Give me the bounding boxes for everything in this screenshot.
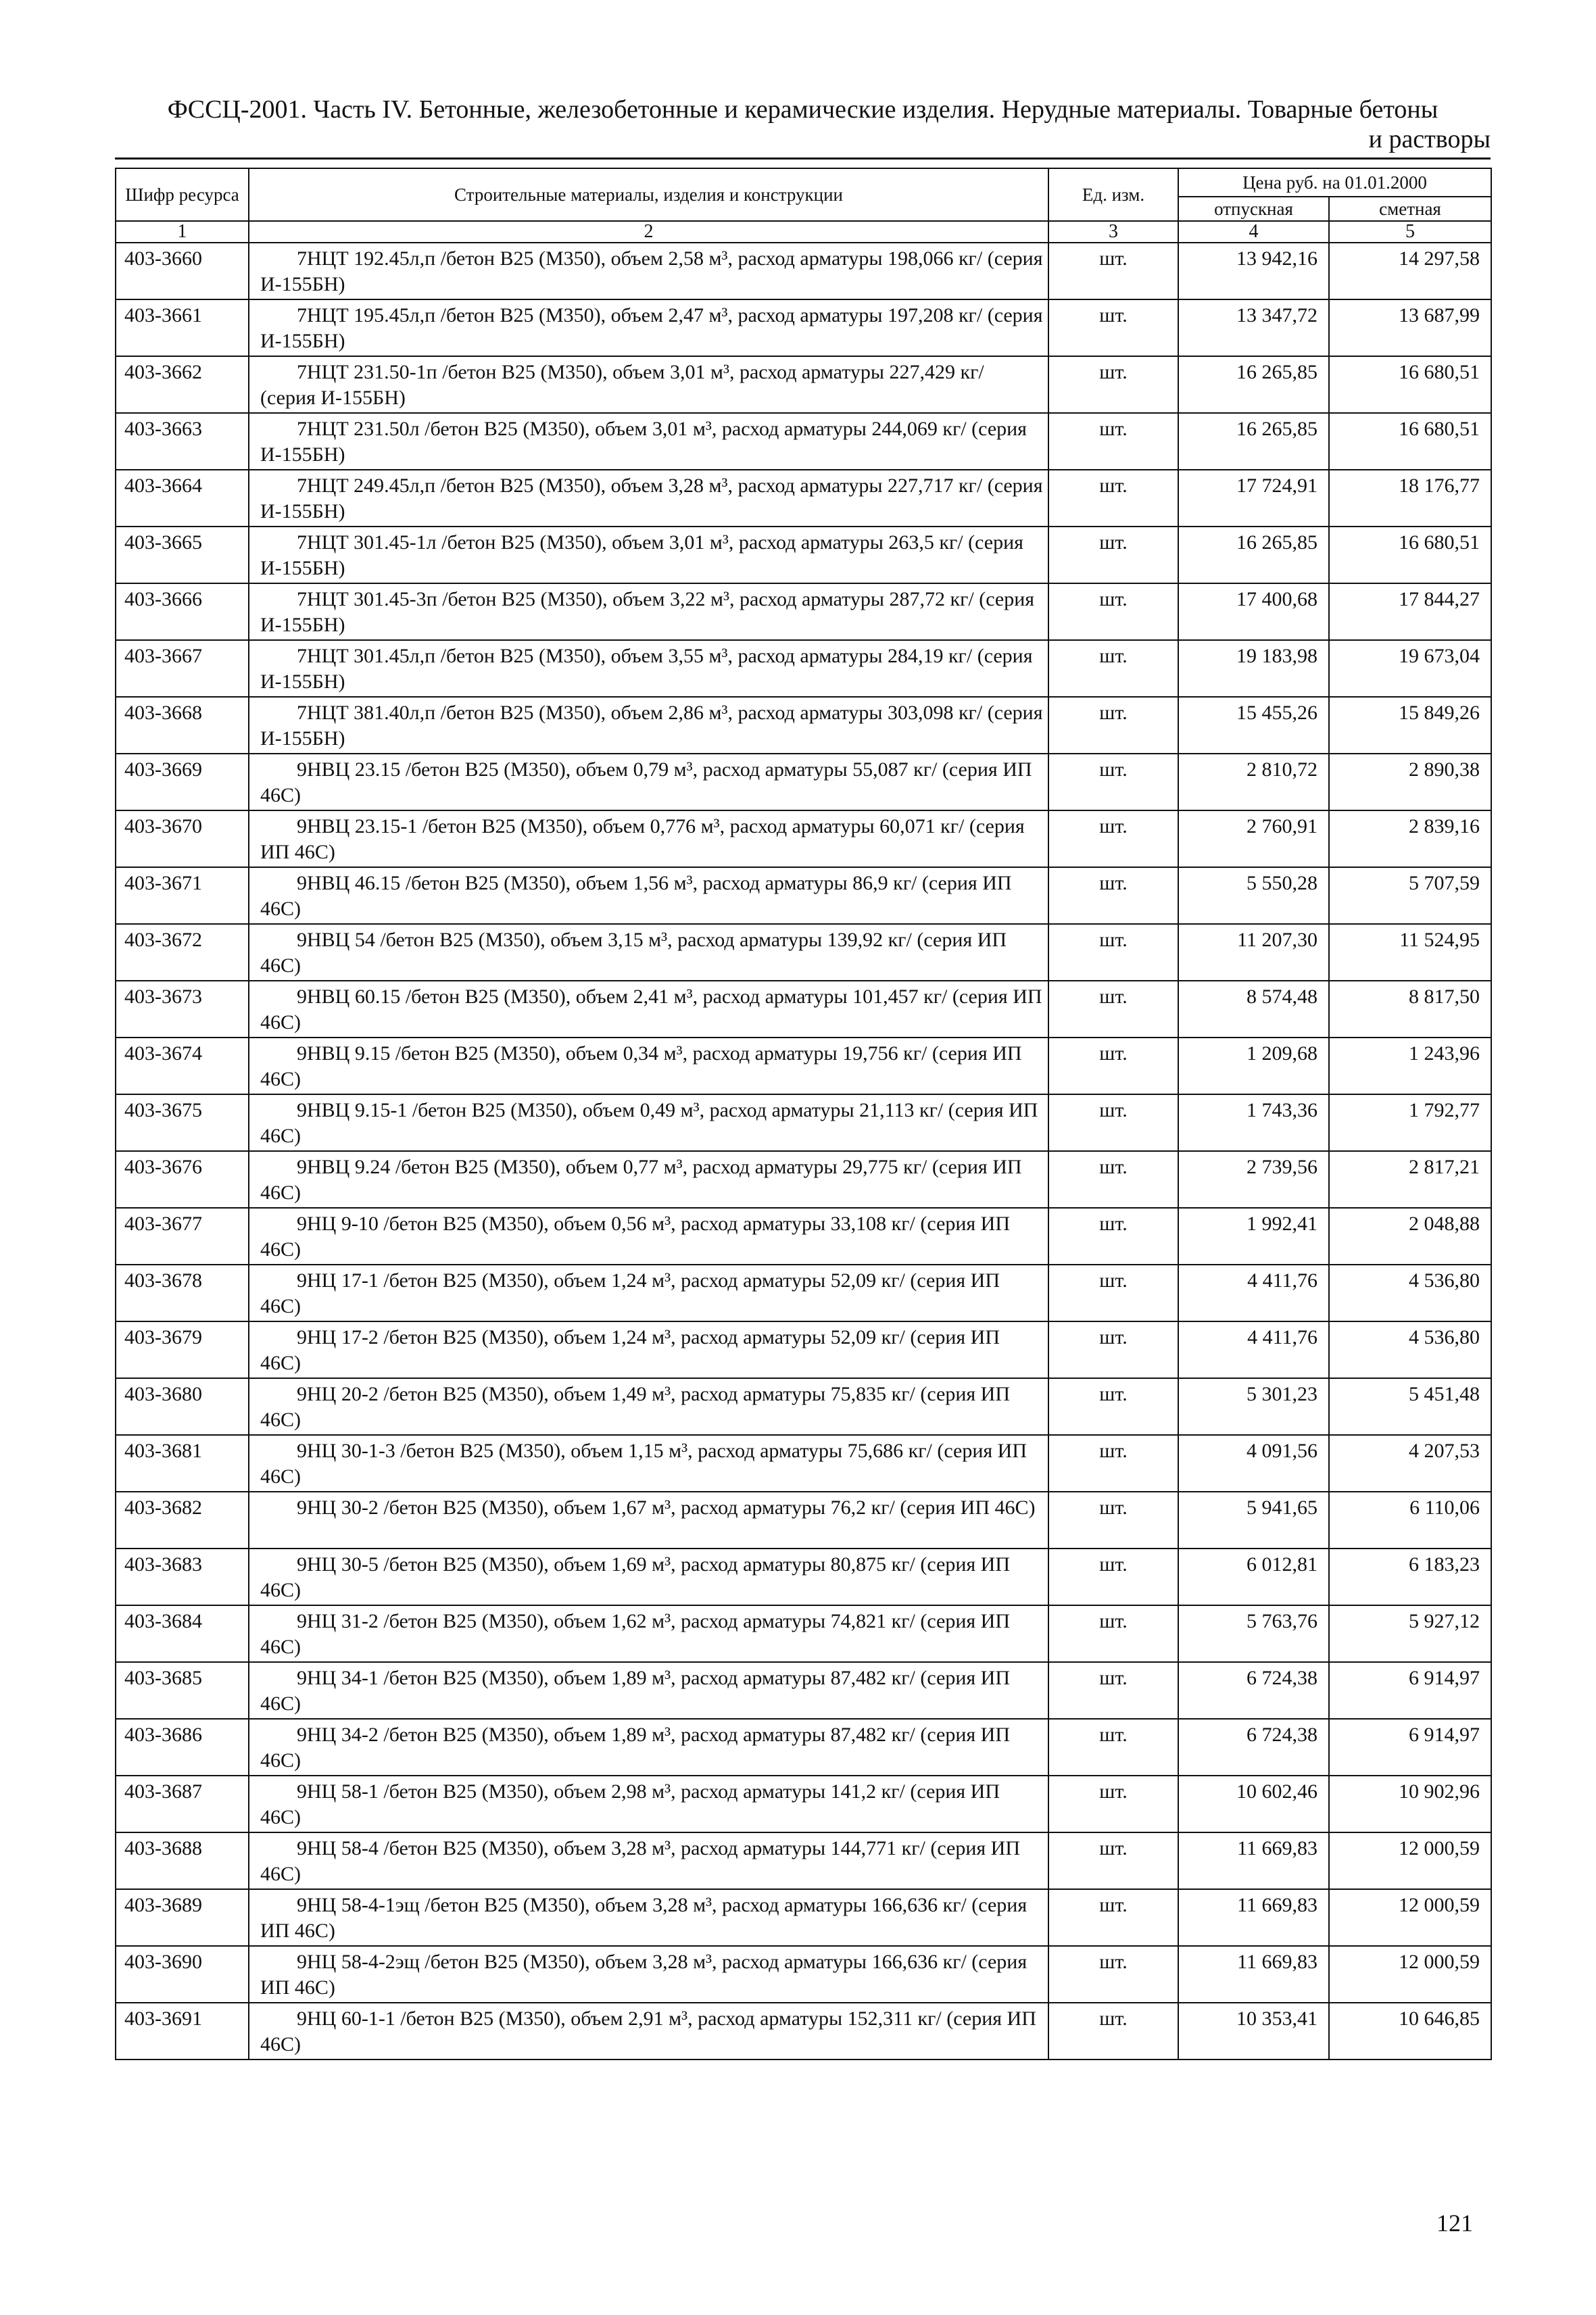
resource-code-cell: 403-3664	[116, 470, 249, 527]
table-row	[116, 981, 1491, 1038]
estimate-price-cell: 12 000,59	[1329, 1946, 1491, 2003]
resource-code-cell: 403-3661	[116, 299, 249, 356]
release-price-cell: 5 941,65	[1178, 1492, 1329, 1549]
table-row	[116, 924, 1491, 981]
release-price-cell: 17 400,68	[1178, 583, 1329, 640]
release-price-cell: 17 724,91	[1178, 470, 1329, 527]
resource-code-cell: 403-3682	[116, 1492, 249, 1549]
estimate-price-cell: 6 183,23	[1329, 1549, 1491, 1605]
material-description-cell	[249, 810, 1048, 867]
material-description-cell	[249, 1208, 1048, 1265]
release-price-cell: 11 669,83	[1178, 1889, 1329, 1946]
release-price-cell: 19 183,98	[1178, 640, 1329, 697]
table-row	[116, 1208, 1491, 1265]
material-description-cell	[249, 1605, 1048, 1662]
estimate-price-cell: 10 646,85	[1329, 2003, 1491, 2060]
release-price-cell: 16 265,85	[1178, 413, 1329, 470]
description-text: 9НЦ 30-5 /бетон В25 (М350), объем 1,69 м³, расход арматуры 80,875 кг/ (серия ИП 46С)	[260, 1553, 1011, 1601]
estimate-price-cell: 2 048,88	[1329, 1208, 1491, 1265]
material-description-cell	[249, 1435, 1048, 1492]
release-price-cell: 4 091,56	[1178, 1435, 1329, 1492]
release-price-cell: 6 724,38	[1178, 1662, 1329, 1719]
estimate-price-cell: 13 687,99	[1329, 299, 1491, 356]
unit-cell: шт.	[1048, 356, 1178, 413]
column-index: 3	[1048, 221, 1178, 243]
resource-code-cell: 403-3689	[116, 1889, 249, 1946]
table-row	[116, 356, 1491, 413]
table-row	[116, 470, 1491, 527]
table-row	[116, 1435, 1491, 1492]
table-row	[116, 243, 1491, 299]
material-description-cell	[249, 1378, 1048, 1435]
resource-code-cell: 403-3677	[116, 1208, 249, 1265]
resource-code-cell: 403-3660	[116, 243, 249, 299]
table-row	[116, 1946, 1491, 2003]
estimate-price-cell: 2 839,16	[1329, 810, 1491, 867]
release-price-cell: 2 810,72	[1178, 754, 1329, 810]
material-description-cell	[249, 981, 1048, 1038]
resource-code-cell: 403-3684	[116, 1605, 249, 1662]
material-description-cell	[249, 1492, 1048, 1549]
release-price-cell: 13 942,16	[1178, 243, 1329, 299]
description-text: 9НЦ 30-1-3 /бетон В25 (М350), объем 1,15 м³, расход арматуры 75,686 кг/ (серия ИП 46С)	[260, 1440, 1027, 1488]
material-description-cell	[249, 1662, 1048, 1719]
material-description-cell	[249, 697, 1048, 754]
table-row	[116, 1549, 1491, 1605]
material-description-cell	[249, 299, 1048, 356]
release-price-cell: 5 550,28	[1178, 867, 1329, 924]
col-header-materials: Строительные материалы, изделия и конструкции	[249, 168, 1048, 221]
col-header-code: Шифр ресурса	[116, 168, 249, 221]
column-index: 4	[1178, 221, 1329, 243]
header-title-line2: и растворы	[1368, 125, 1491, 153]
description-text: 9НВЦ 23.15-1 /бетон В25 (М350), объем 0,776 м³, расход арматуры 60,071 кг/ (серия ИП 46С)	[260, 815, 1025, 863]
unit-cell: шт.	[1048, 1662, 1178, 1719]
estimate-price-cell: 4 536,80	[1329, 1321, 1491, 1378]
unit-cell: шт.	[1048, 1094, 1178, 1151]
release-price-cell: 16 265,85	[1178, 527, 1329, 583]
unit-cell: шт.	[1048, 640, 1178, 697]
unit-cell: шт.	[1048, 1492, 1178, 1549]
unit-cell: шт.	[1048, 527, 1178, 583]
table-row	[116, 1265, 1491, 1321]
unit-cell: шт.	[1048, 1946, 1178, 2003]
estimate-price-cell: 6 110,06	[1329, 1492, 1491, 1549]
description-text: 9НВЦ 54 /бетон В25 (М350), объем 3,15 м³, расход арматуры 139,92 кг/ (серия ИП 46С)	[260, 929, 1007, 977]
unit-cell: шт.	[1048, 1378, 1178, 1435]
estimate-price-cell: 16 680,51	[1329, 356, 1491, 413]
estimate-price-cell: 15 849,26	[1329, 697, 1491, 754]
description-text: 9НЦ 60-1-1 /бетон В25 (М350), объем 2,91 м³, расход арматуры 152,311 кг/ (серия ИП 46С)	[260, 2007, 1036, 2055]
description-text: 9НЦ 58-4 /бетон В25 (М350), объем 3,28 м³, расход арматуры 144,771 кг/ (серия ИП 46С)	[260, 1837, 1021, 1885]
estimate-price-cell: 10 902,96	[1329, 1776, 1491, 1832]
description-text: 9НЦ 34-1 /бетон В25 (М350), объем 1,89 м³, расход арматуры 87,482 кг/ (серия ИП 46С)	[260, 1667, 1011, 1715]
release-price-cell: 10 353,41	[1178, 2003, 1329, 2060]
material-description-cell	[249, 413, 1048, 470]
table-row	[116, 1094, 1491, 1151]
release-price-cell: 11 207,30	[1178, 924, 1329, 981]
release-price-cell: 15 455,26	[1178, 697, 1329, 754]
description-text: 7НЦТ 249.45л,п /бетон В25 (М350), объем 3,28 м³, расход арматуры 227,717 кг/ (серия И-155БН)	[260, 474, 1043, 522]
table-row	[116, 1776, 1491, 1832]
unit-cell: шт.	[1048, 810, 1178, 867]
description-text: 7НЦТ 301.45-3п /бетон В25 (М350), объем 3,22 м³, расход арматуры 287,72 кг/ (серия И-155БН)	[260, 588, 1035, 636]
estimate-price-cell: 2 817,21	[1329, 1151, 1491, 1208]
resource-code-cell: 403-3671	[116, 867, 249, 924]
description-text: 9НЦ 9-10 /бетон В25 (М350), объем 0,56 м³, расход арматуры 33,108 кг/ (серия ИП 46С)	[260, 1213, 1011, 1261]
description-text: 7НЦТ 192.45л,п /бетон В25 (М350), объем 2,58 м³, расход арматуры 198,066 кг/ (серия И-155БН)	[260, 247, 1043, 295]
table-row	[116, 1662, 1491, 1719]
resource-code-cell: 403-3669	[116, 754, 249, 810]
resource-code-cell: 403-3676	[116, 1151, 249, 1208]
release-price-cell: 10 602,46	[1178, 1776, 1329, 1832]
unit-cell: шт.	[1048, 1889, 1178, 1946]
unit-cell: шт.	[1048, 470, 1178, 527]
material-description-cell	[249, 1094, 1048, 1151]
material-description-cell	[249, 924, 1048, 981]
material-description-cell	[249, 2003, 1048, 2060]
material-description-cell	[249, 1776, 1048, 1832]
table-row	[116, 697, 1491, 754]
description-text: 9НЦ 34-2 /бетон В25 (М350), объем 1,89 м³, расход арматуры 87,482 кг/ (серия ИП 46С)	[260, 1724, 1011, 1772]
estimate-price-cell: 2 890,38	[1329, 754, 1491, 810]
description-text: 9НВЦ 9.15-1 /бетон В25 (М350), объем 0,49 м³, расход арматуры 21,113 кг/ (серия ИП 46С)	[260, 1099, 1038, 1147]
unit-cell: шт.	[1048, 1151, 1178, 1208]
material-description-cell	[249, 1832, 1048, 1889]
release-price-cell: 4 411,76	[1178, 1321, 1329, 1378]
unit-cell: шт.	[1048, 1549, 1178, 1605]
release-price-cell: 4 411,76	[1178, 1265, 1329, 1321]
release-price-cell: 2 739,56	[1178, 1151, 1329, 1208]
page-number: 121	[1436, 2210, 1473, 2237]
release-price-cell: 5 763,76	[1178, 1605, 1329, 1662]
description-text: 9НВЦ 9.24 /бетон В25 (М350), объем 0,77 м³, расход арматуры 29,775 кг/ (серия ИП 46С)	[260, 1156, 1022, 1204]
column-index: 2	[249, 221, 1048, 243]
table-row	[116, 2003, 1491, 2060]
unit-cell: шт.	[1048, 1435, 1178, 1492]
estimate-price-cell: 12 000,59	[1329, 1889, 1491, 1946]
resource-code-cell: 403-3680	[116, 1378, 249, 1435]
resource-code-cell: 403-3665	[116, 527, 249, 583]
table-row	[116, 1151, 1491, 1208]
table-row	[116, 299, 1491, 356]
page-header	[115, 95, 1491, 154]
estimate-price-cell: 6 914,97	[1329, 1662, 1491, 1719]
estimate-price-cell: 1 792,77	[1329, 1094, 1491, 1151]
resource-code-cell: 403-3675	[116, 1094, 249, 1151]
description-text: 9НЦ 58-4-1эщ /бетон В25 (М350), объем 3,28 м³, расход арматуры 166,636 кг/ (серия ИП 46С)	[260, 1894, 1027, 1942]
resource-code-cell: 403-3674	[116, 1038, 249, 1094]
material-description-cell	[249, 527, 1048, 583]
material-description-cell	[249, 754, 1048, 810]
release-price-cell: 2 760,91	[1178, 810, 1329, 867]
material-description-cell	[249, 1549, 1048, 1605]
resource-code-cell: 403-3688	[116, 1832, 249, 1889]
material-description-cell	[249, 1946, 1048, 2003]
description-text: 9НЦ 17-2 /бетон В25 (М350), объем 1,24 м³, расход арматуры 52,09 кг/ (серия ИП 46С)	[260, 1326, 1000, 1374]
resource-code-cell: 403-3686	[116, 1719, 249, 1776]
material-description-cell	[249, 470, 1048, 527]
description-text: 9НЦ 17-1 /бетон В25 (М350), объем 1,24 м³, расход арматуры 52,09 кг/ (серия ИП 46С)	[260, 1269, 1000, 1317]
resource-code-cell: 403-3683	[116, 1549, 249, 1605]
estimate-price-cell: 14 297,58	[1329, 243, 1491, 299]
resource-code-cell: 403-3667	[116, 640, 249, 697]
column-index: 1	[116, 221, 249, 243]
description-text: 7НЦТ 195.45л,п /бетон В25 (М350), объем 2,47 м³, расход арматуры 197,208 кг/ (серия И-155БН)	[260, 304, 1043, 352]
unit-cell: шт.	[1048, 1321, 1178, 1378]
table-row	[116, 1321, 1491, 1378]
unit-cell: шт.	[1048, 243, 1178, 299]
release-price-cell: 11 669,83	[1178, 1946, 1329, 2003]
material-description-cell	[249, 867, 1048, 924]
table-row	[116, 413, 1491, 470]
description-text: 9НЦ 20-2 /бетон В25 (М350), объем 1,49 м³, расход арматуры 75,835 кг/ (серия ИП 46С)	[260, 1383, 1011, 1431]
resource-code-cell: 403-3687	[116, 1776, 249, 1832]
header-title-line1: ФССЦ-2001. Часть IV. Бетонные, железобетонные и керамические изделия. Нерудные материалы. Товарные бетоны	[167, 95, 1438, 124]
table-row	[116, 1719, 1491, 1776]
unit-cell: шт.	[1048, 413, 1178, 470]
release-price-cell: 1 743,36	[1178, 1094, 1329, 1151]
table-row	[116, 1832, 1491, 1889]
col-header-unit: Ед. изм.	[1048, 168, 1178, 221]
unit-cell: шт.	[1048, 1265, 1178, 1321]
header-rule	[115, 157, 1491, 160]
unit-cell: шт.	[1048, 1776, 1178, 1832]
release-price-cell: 11 669,83	[1178, 1832, 1329, 1889]
col-header-price: Цена руб. на 01.01.2000	[1178, 168, 1491, 197]
estimate-price-cell: 5 451,48	[1329, 1378, 1491, 1435]
column-index: 5	[1329, 221, 1491, 243]
material-description-cell	[249, 243, 1048, 299]
table-row	[116, 1605, 1491, 1662]
unit-cell: шт.	[1048, 299, 1178, 356]
material-description-cell	[249, 583, 1048, 640]
description-text: 7НЦТ 231.50л /бетон В25 (М350), объем 3,01 м³, расход арматуры 244,069 кг/ (серия И-155БН)	[260, 418, 1027, 466]
estimate-price-cell: 4 207,53	[1329, 1435, 1491, 1492]
estimate-price-cell: 19 673,04	[1329, 640, 1491, 697]
release-price-cell: 5 301,23	[1178, 1378, 1329, 1435]
resource-code-cell: 403-3670	[116, 810, 249, 867]
release-price-cell: 8 574,48	[1178, 981, 1329, 1038]
price-table	[115, 168, 1492, 2060]
col-header-estimate: сметная	[1329, 197, 1491, 221]
resource-code-cell: 403-3663	[116, 413, 249, 470]
resource-code-cell: 403-3672	[116, 924, 249, 981]
estimate-price-cell: 18 176,77	[1329, 470, 1491, 527]
release-price-cell: 6 724,38	[1178, 1719, 1329, 1776]
table-row	[116, 640, 1491, 697]
description-text: 9НЦ 30-2 /бетон В25 (М350), объем 1,67 м³, расход арматуры 76,2 кг/ (серия ИП 46С)	[297, 1496, 1036, 1519]
unit-cell: шт.	[1048, 754, 1178, 810]
description-text: 9НВЦ 60.15 /бетон В25 (М350), объем 2,41 м³, расход арматуры 101,457 кг/ (серия ИП 46С)	[260, 985, 1042, 1033]
unit-cell: шт.	[1048, 2003, 1178, 2060]
estimate-price-cell: 5 707,59	[1329, 867, 1491, 924]
unit-cell: шт.	[1048, 1038, 1178, 1094]
material-description-cell	[249, 356, 1048, 413]
resource-code-cell: 403-3662	[116, 356, 249, 413]
description-text: 9НВЦ 23.15 /бетон В25 (М350), объем 0,79 м³, расход арматуры 55,087 кг/ (серия ИП 46С)	[260, 758, 1032, 806]
material-description-cell	[249, 1889, 1048, 1946]
estimate-price-cell: 12 000,59	[1329, 1832, 1491, 1889]
estimate-price-cell: 16 680,51	[1329, 413, 1491, 470]
description-text: 9НЦ 58-4-2эщ /бетон В25 (М350), объем 3,28 м³, расход арматуры 166,636 кг/ (серия ИП 46С)	[260, 1951, 1027, 1999]
table-row	[116, 583, 1491, 640]
resource-code-cell: 403-3685	[116, 1662, 249, 1719]
description-text: 9НЦ 31-2 /бетон В25 (М350), объем 1,62 м³, расход арматуры 74,821 кг/ (серия ИП 46С)	[260, 1610, 1011, 1658]
unit-cell: шт.	[1048, 697, 1178, 754]
unit-cell: шт.	[1048, 1719, 1178, 1776]
table-row	[116, 1038, 1491, 1094]
table-row	[116, 754, 1491, 810]
description-text: 7НЦТ 301.45-1л /бетон В25 (М350), объем 3,01 м³, расход арматуры 263,5 кг/ (серия И-155БН)	[260, 531, 1023, 579]
description-text: 9НВЦ 46.15 /бетон В25 (М350), объем 1,56 м³, расход арматуры 86,9 кг/ (серия ИП 46С)	[260, 872, 1012, 920]
estimate-price-cell: 4 536,80	[1329, 1265, 1491, 1321]
material-description-cell	[249, 1151, 1048, 1208]
release-price-cell: 16 265,85	[1178, 356, 1329, 413]
unit-cell: шт.	[1048, 981, 1178, 1038]
resource-code-cell: 403-3690	[116, 1946, 249, 2003]
material-description-cell	[249, 1321, 1048, 1378]
description-text: 7НЦТ 381.40л,п /бетон В25 (М350), объем 2,86 м³, расход арматуры 303,098 кг/ (серия И-155БН)	[260, 702, 1043, 750]
table-row	[116, 1378, 1491, 1435]
resource-code-cell: 403-3668	[116, 697, 249, 754]
unit-cell: шт.	[1048, 1208, 1178, 1265]
estimate-price-cell: 1 243,96	[1329, 1038, 1491, 1094]
material-description-cell	[249, 640, 1048, 697]
release-price-cell: 6 012,81	[1178, 1549, 1329, 1605]
description-text: 7НЦТ 301.45л,п /бетон В25 (М350), объем 3,55 м³, расход арматуры 284,19 кг/ (серия И-155БН)	[260, 645, 1033, 693]
release-price-cell: 1 992,41	[1178, 1208, 1329, 1265]
estimate-price-cell: 17 844,27	[1329, 583, 1491, 640]
description-text: 9НЦ 58-1 /бетон В25 (М350), объем 2,98 м³, расход арматуры 141,2 кг/ (серия ИП 46С)	[260, 1780, 1000, 1828]
resource-code-cell: 403-3678	[116, 1265, 249, 1321]
resource-code-cell: 403-3666	[116, 583, 249, 640]
estimate-price-cell: 16 680,51	[1329, 527, 1491, 583]
resource-code-cell: 403-3679	[116, 1321, 249, 1378]
material-description-cell	[249, 1719, 1048, 1776]
estimate-price-cell: 5 927,12	[1329, 1605, 1491, 1662]
description-text: 9НВЦ 9.15 /бетон В25 (М350), объем 0,34 м³, расход арматуры 19,756 кг/ (серия ИП 46С)	[260, 1042, 1022, 1090]
material-description-cell	[249, 1038, 1048, 1094]
unit-cell: шт.	[1048, 924, 1178, 981]
table-row	[116, 1492, 1491, 1549]
release-price-cell: 13 347,72	[1178, 299, 1329, 356]
release-price-cell: 1 209,68	[1178, 1038, 1329, 1094]
estimate-price-cell: 6 914,97	[1329, 1719, 1491, 1776]
col-header-release: отпускная	[1178, 197, 1329, 221]
material-description-cell	[249, 1265, 1048, 1321]
resource-code-cell: 403-3681	[116, 1435, 249, 1492]
estimate-price-cell: 8 817,50	[1329, 981, 1491, 1038]
unit-cell: шт.	[1048, 583, 1178, 640]
table-row	[116, 810, 1491, 867]
description-text: 7НЦТ 231.50-1п /бетон В25 (М350), объем 3,01 м³, расход арматуры 227,429 кг/ (серия И-155БН)	[260, 361, 984, 409]
unit-cell: шт.	[1048, 1832, 1178, 1889]
table-row	[116, 527, 1491, 583]
unit-cell: шт.	[1048, 867, 1178, 924]
table-row	[116, 867, 1491, 924]
resource-code-cell: 403-3691	[116, 2003, 249, 2060]
table-row	[116, 1889, 1491, 1946]
estimate-price-cell: 11 524,95	[1329, 924, 1491, 981]
resource-code-cell: 403-3673	[116, 981, 249, 1038]
unit-cell: шт.	[1048, 1605, 1178, 1662]
